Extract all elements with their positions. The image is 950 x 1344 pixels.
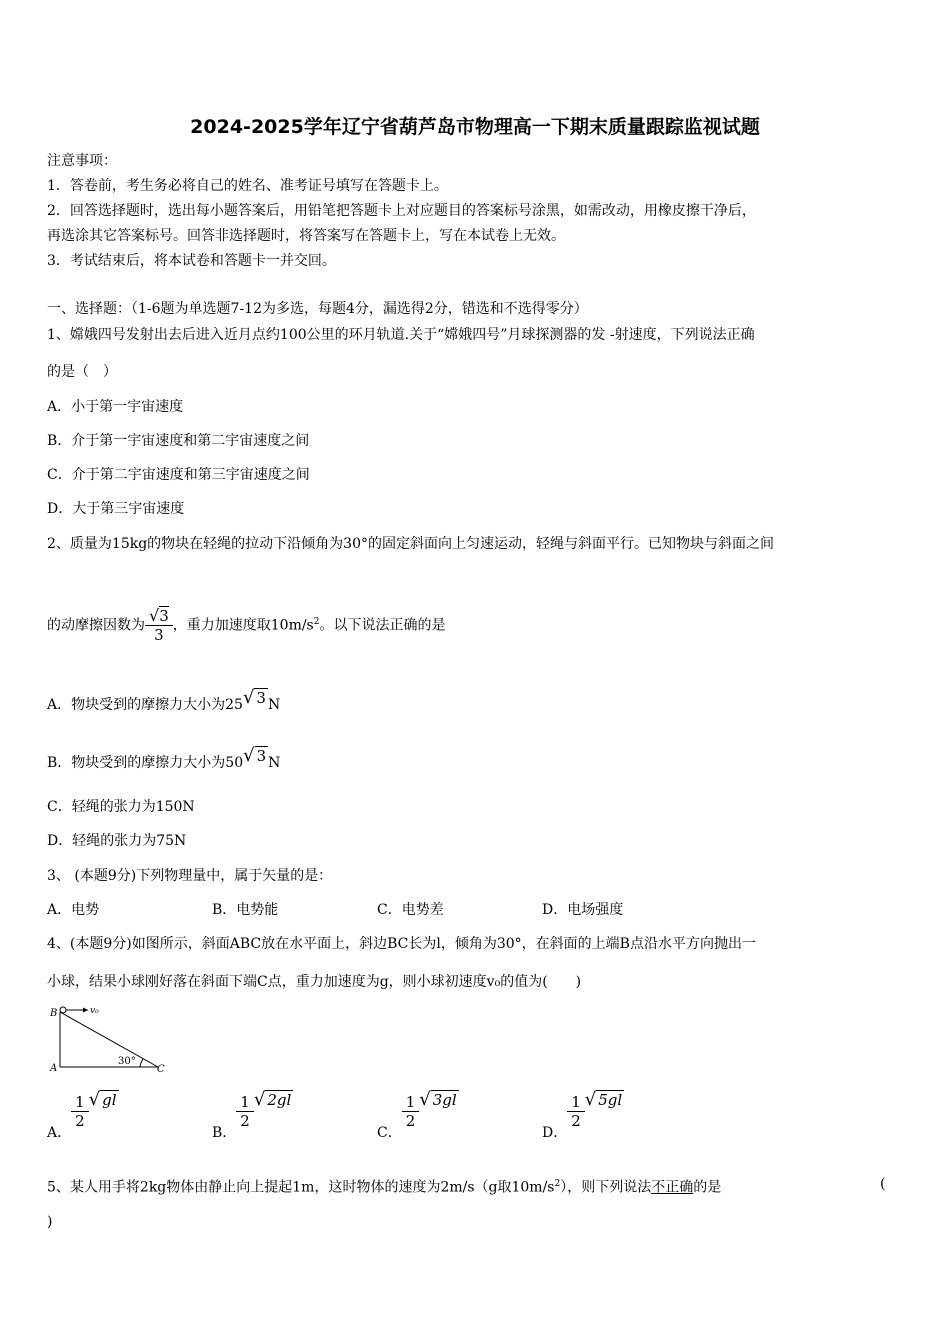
- q1-option-d: D．大于第三宇宙速度: [47, 501, 185, 517]
- q4-stem-cont: 小球，结果小球刚好落在斜面下端C点，重力加速度为g，则小球初速度v₀的值为( ): [47, 974, 582, 990]
- label-c: C: [157, 1064, 165, 1075]
- q3-stem: 3、 (本题9分)下列物理量中，属于矢量的是：: [47, 868, 333, 884]
- q4-option-d: D． $\frac{1}{2}$ √ 5gl: [542, 1089, 623, 1141]
- q2-friction-fraction: [145, 607, 173, 644]
- q3-option-d: D．电场强度: [542, 902, 624, 918]
- q2-stem-cont: [47, 600, 445, 648]
- q2-frac-den: 3: [145, 625, 173, 644]
- label-angle: 30°: [118, 1056, 136, 1067]
- q2-option-a: A．物块受到的摩擦力大小为25√ 3 N: [47, 687, 281, 713]
- section-heading: 一、选择题：（1-6题为单选题7-12为多选，每题4分，漏选得2分，错选和不选得零分）: [47, 301, 588, 317]
- arrow-head-icon: [83, 1008, 88, 1013]
- q2-option-d: D．轻绳的张力为75N: [47, 833, 187, 849]
- angle-arc: [140, 1059, 143, 1067]
- q2-option-b: B．物块受到的摩擦力大小为50√ 3 N: [47, 745, 281, 771]
- q2-stem: 2、质量为15kg的物块在轻绳的拉动下沿倾角为30°的固定斜面向上匀速运动，轻绳与斜面平行。已知物块与斜面之间: [47, 536, 774, 552]
- q4-option-a: A． $\frac{1}{2}$ √ gl: [47, 1089, 117, 1141]
- q2-frac-num: √3: [149, 606, 169, 626]
- q1-stem-cont: 的是（ ）: [47, 364, 117, 380]
- page-title: 2024-2025学年辽宁省葫芦岛市物理高一下期末质量跟踪监视试题: [190, 116, 760, 138]
- q5-stem-cont: ): [47, 1214, 53, 1230]
- q2-text-post: ，重力加速度取10m/s: [172, 617, 314, 634]
- q5-stem: 5、某人用手将2kg物体由静止向上提起1m，这时物体的速度为2m/s（g取$10m/s^2$），则下列说法不正确的是: [47, 1179, 722, 1196]
- q5-underline-text: 不正确: [651, 1179, 694, 1196]
- q1-option-b: B．介于第一宇宙速度和第二宇宙速度之间: [47, 433, 310, 449]
- sqrt-icon: √ 3gl: [419, 1089, 457, 1110]
- notice-item-2: 2．回答选择题时，选出每小题答案后，用铅笔把答题卡上对应题目的答案标号涂黑，如需改动，用橡皮擦干净后，: [47, 203, 756, 219]
- sqrt-icon: √ 3: [243, 745, 267, 766]
- side-bc: [60, 1012, 158, 1067]
- sqrt-icon: √ gl: [88, 1089, 117, 1110]
- notice-item-1: 1．答卷前，考生务必将自己的姓名、准考证号填写在答题卡上。: [47, 178, 448, 194]
- sqrt-icon: √ 2gl: [253, 1089, 292, 1110]
- q4-stem: 4、(本题9分)如图所示，斜面ABC放在水平面上，斜边BC长为l，倾角为30°，在斜面的上端B点沿水平方向抛出一: [47, 936, 756, 952]
- notice-heading: 注意事项：: [47, 153, 117, 169]
- q2-option-c: C．轻绳的张力为150N: [47, 799, 195, 815]
- q3-option-b: B．电势能: [212, 902, 279, 918]
- label-v0: v₀: [90, 1006, 99, 1016]
- notice-item-2-cont: 再选涂其它答案标号。回答非选择题时，将答案写在答题卡上，写在本试卷上无效。: [47, 228, 565, 244]
- q4-option-c: C． $\frac{1}{2}$ √ 3gl: [377, 1089, 457, 1141]
- ball-icon: [60, 1007, 66, 1013]
- q1-stem: 1、嫦娥四号发射出去后进入近月点约100公里的环月轨道.关于“嫦娥四号”月球探测器的发 -射速度，下列说法正确: [47, 327, 755, 343]
- q3-option-c: C．电势差: [377, 902, 444, 918]
- q5-paren-open: (: [880, 1176, 886, 1192]
- sqrt-icon: √ 3: [242, 687, 266, 708]
- q2-text-end: 。以下说法正确的是: [319, 617, 446, 634]
- q2-text-pre: 的动摩擦因数为: [47, 617, 145, 634]
- label-b: B: [50, 1008, 58, 1019]
- q1-option-c: C．介于第二宇宙速度和第三宇宙速度之间: [47, 467, 310, 483]
- notice-item-3: 3．考试结束后，将本试卷和答题卡一并交回。: [47, 253, 336, 269]
- label-a: A: [50, 1063, 58, 1074]
- sqrt-icon: √ 5gl: [584, 1089, 623, 1110]
- q3-option-a: A．电势: [47, 902, 100, 918]
- incline-diagram: [40, 1000, 180, 1080]
- q2-sup: 2: [313, 617, 320, 627]
- q4-option-b: B． $\frac{1}{2}$ √ 2gl: [212, 1089, 292, 1141]
- q1-option-a: A．小于第一宇宙速度: [47, 399, 184, 415]
